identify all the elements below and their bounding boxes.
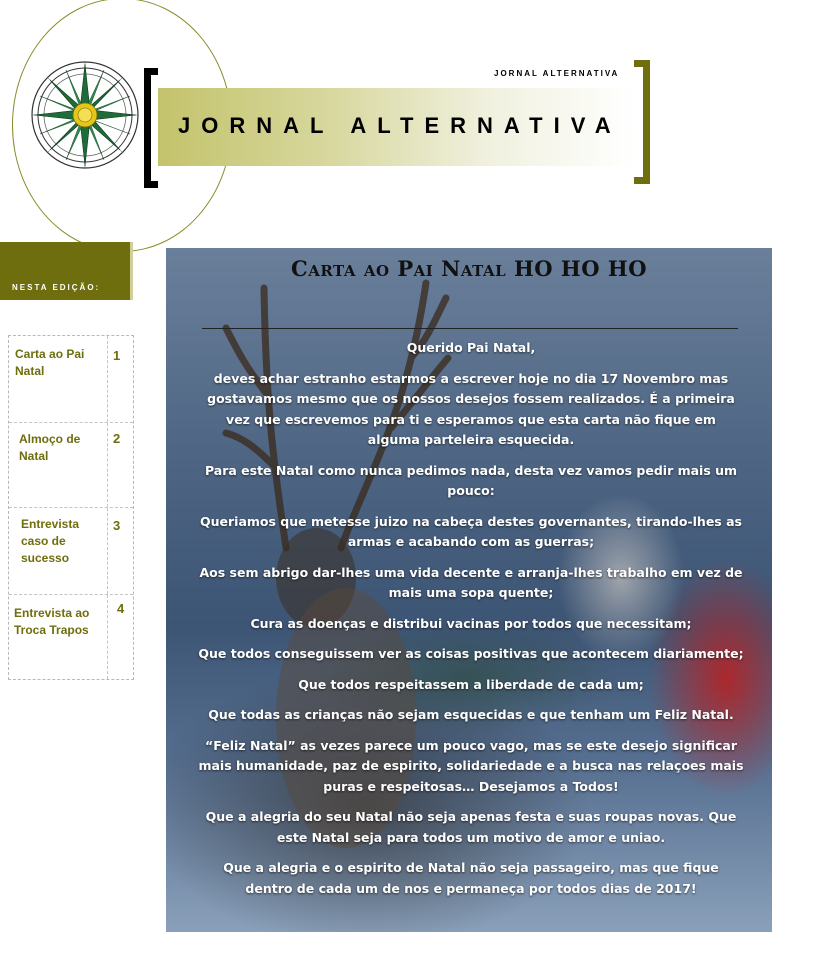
article-paragraph: Que todas as crianças não sejam esquecidas e que tenham um Feliz Natal. (208, 707, 734, 722)
toc-item-troca-trapos[interactable] (9, 595, 133, 679)
article-body (198, 338, 744, 909)
article-paragraph: Queriamos que metesse juizo na cabeça destes governantes, tirando-lhes as armas e acabando com as guerras; (200, 513, 742, 549)
article-paragraph: Que todos conseguissem ver as coisas positivas que acontecem diariamente; (198, 646, 744, 661)
article-paragraph: Cura as doenças e distribui vacinas por todos que necessitam; (250, 615, 692, 631)
toc-item-entrevista-sucesso[interactable] (9, 508, 133, 595)
article-title: Carta ao Pai Natal HO HO HO (291, 256, 647, 281)
toc-item-page: 3 (113, 518, 121, 533)
article-paragraph: Que a alegria do seu Natal não seja apenas festa e suas roupas novas. Que este Natal seja para todos um motivo de amor e uniao. (205, 809, 737, 845)
masthead-title: JORNAL ALTERNATIVA (178, 113, 622, 138)
article-paragraph: Que a alegria e o espirito de Natal não seja passageiro, mas que fique dentro de cada um de nos e permaneça por todos dias de 2017! (223, 860, 719, 896)
masthead-small-title: JORNAL ALTERNATIVA (494, 69, 620, 78)
toc-item-page: 1 (113, 348, 121, 363)
toc-item-carta[interactable] (9, 336, 133, 423)
article-paragraph: Querido Pai Natal, (406, 340, 536, 355)
article-paragraph: “Feliz Natal” as vezes parece um pouco vago, mas se este desejo significar mais humanidade, paz de espirito, solidariedade e a busca nas relaçoes mais puras e respeitosas… Desejamos a Todos! (198, 737, 744, 794)
article-divider (202, 328, 738, 329)
toc-item-page: 4 (117, 601, 125, 616)
compass-rose-icon (28, 58, 142, 172)
toc-item-almoco[interactable] (9, 423, 133, 508)
toc-item-title: Carta ao Pai Natal (15, 347, 85, 378)
article-paragraph: Que todos respeitassem a liberdade de cada um; (298, 676, 644, 692)
article-paragraph: Para este Natal como nunca pedimos nada, desta vez vamos pedir mais um pouco: (204, 462, 738, 498)
article-paragraph: deves achar estranho estarmos a escrever hoje no dia 17 Novembro mas gostavamos mesmo que os nossos desejos fossem realizados. É a primeira vez que escrevemos para ti e esperamos que esta carta não fique em alguma parteleira esquecida. (207, 370, 735, 447)
masthead-left-bracket (144, 68, 158, 188)
toc-item-title: Almoço de Natal (19, 432, 81, 463)
edition-label: NESTA EDIÇÃO: (12, 283, 101, 292)
toc-item-title: Entrevista ao Troca Trapos (14, 606, 90, 637)
toc-item-page: 2 (113, 431, 121, 446)
toc-item-title: Entrevista caso de sucesso (21, 517, 80, 565)
table-of-contents (8, 335, 134, 680)
masthead-right-bracket (634, 60, 650, 184)
article-paragraph: Aos sem abrigo dar-lhes uma vida decente e arranja-lhes trabalho em vez de mais uma sopa quente; (199, 564, 743, 600)
article-card (166, 248, 772, 932)
